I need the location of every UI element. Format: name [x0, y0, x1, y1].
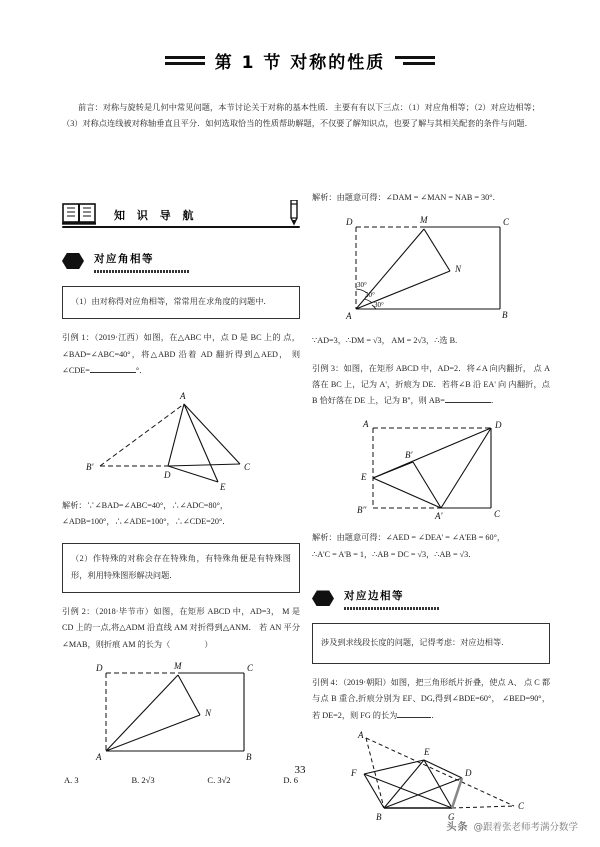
example-3-line-1: 引例 3：如图，在矩形 ABCD 中，AD=2．将∠A 向内翻折， — [312, 363, 532, 373]
section-heading-corresponding-angles — [62, 250, 300, 276]
figure-example-4 — [312, 730, 550, 822]
example-2-line-3-prefix: 若 AN 平分∠MAB，则折痕 AM 的长为（ — [62, 623, 301, 649]
note-box-1: （1）由对称得对应角相等，常常用在求角度的问题中． — [62, 286, 300, 319]
label-D: D — [495, 419, 502, 430]
rectangle-abcd-fold-diagram — [86, 659, 276, 763]
label-D: D — [465, 768, 472, 779]
label-G: G — [448, 812, 455, 823]
example-4-text — [312, 675, 550, 724]
label-B: B — [502, 309, 508, 320]
footer-watermark — [446, 818, 578, 833]
example-3-solution — [312, 530, 550, 564]
label-C: C — [244, 461, 251, 472]
answer-blank-1[interactable] — [90, 364, 136, 373]
answer-blank-4[interactable] — [397, 709, 431, 718]
triangle-paper-fold-diagram — [328, 730, 534, 822]
knowledge-navigation-label: 知 识 导 航 — [114, 209, 198, 222]
choice-c[interactable]: C. 3√2 — [207, 775, 231, 786]
label-A: A — [96, 752, 102, 763]
note-box-3: 涉及到求线段长度的问题，记得考虑：对应边相等． — [312, 623, 550, 663]
rectangle-fold-de-diagram — [331, 416, 531, 522]
figure-example-1 — [62, 386, 300, 490]
label-M: M — [420, 214, 428, 225]
example-2-line-2: M 是 CD 上的一点,将△ADM 沿直线 AM 对折得到△ANM． — [62, 607, 301, 633]
title-rule-right — [395, 56, 435, 65]
figure-example-2 — [62, 659, 300, 763]
example-4-line-3-suffix: ． — [431, 710, 440, 720]
example-1-solution-line-2: ∠ADB=100°，∴∠ADE=100°，∴∠CDE=20°． — [62, 517, 231, 527]
choice-a[interactable]: A. 3 — [64, 775, 79, 786]
example-2-line-3-suffix: ） — [204, 639, 213, 649]
label-C: C — [518, 801, 525, 812]
example-1-line-3-prefix: 则∠CDE= — [62, 349, 301, 376]
section-heading-corresponding-sides — [312, 587, 550, 613]
example-1-solution-line-1: 解析：∵∠BAD=∠ABC=40°，∴∠ADC=80°， — [62, 500, 229, 510]
angle-label-1: 30° — [357, 280, 367, 289]
label-A-prime: A' — [435, 510, 443, 521]
angle-label-2: 30° — [365, 290, 375, 299]
example-3-text — [312, 361, 550, 410]
label-N: N — [455, 263, 462, 274]
brand-label: 头条 — [446, 822, 469, 833]
label-B-double-prime: B'' — [357, 504, 367, 515]
knowledge-navigation-banner — [62, 196, 300, 236]
label-B: B — [246, 752, 252, 763]
example-2-text — [62, 604, 300, 653]
example-3-solution-line-2: ∴A'C = A'B = 1，∴AB = DC = √3，∴AB = √3． — [312, 549, 477, 559]
label-N: N — [205, 708, 212, 719]
rectangle-abcd-angles-diagram — [328, 213, 534, 325]
label-A: A — [358, 730, 364, 741]
label-C: C — [503, 216, 510, 227]
example-2-line-1: 引例 2：（2018·毕节市）如图，在矩形 ABCD 中，AD=3， — [62, 607, 280, 617]
example-1-solution — [62, 498, 300, 532]
example-3-line-3-suffix: ． — [490, 396, 500, 406]
example-3-solution-line-1: 解析：由题意可得：∠AED = ∠DEA' = ∠A'EB = 60°， — [312, 532, 506, 542]
left-column — [62, 196, 300, 785]
account-label: @跟着张老师考满分数学 — [473, 821, 578, 833]
answer-blank-3[interactable] — [445, 394, 491, 403]
angle-label-3: 30° — [374, 300, 384, 309]
preface-text: 前言：对称与旋转是几何中常见问题，本节讨论关于对称的基本性质．主要有有以下三点：（1）对应角相等；（2）对应边相等；（3）对称点连线被对称轴垂直且平分．如何选取恰当的性质帮助解题，不仅要了解知识点，也要了解与其相关配套的条件与问题． — [62, 103, 540, 128]
example-1-line-2: 点，∠BAD=∠ABC=40°，将△ABD 沿着 AD 翻折得到△AED， — [62, 333, 300, 359]
example-3-line-2: 点 A 落在 BC 上，记为 A'，折痕为 DE．若将∠B 沿 EA' 向 — [312, 363, 550, 390]
label-C: C — [247, 663, 254, 674]
figure-example-2-solution — [312, 213, 550, 325]
diamond-bullet-icon — [62, 253, 84, 269]
page-title: 第 1 节 对称的性质 — [214, 53, 386, 73]
example-1-text — [62, 330, 300, 379]
label-A: A — [363, 418, 369, 429]
section-underline — [94, 270, 190, 273]
section-title: 对应边相等 — [344, 590, 404, 603]
section-title: 对应角相等 — [94, 253, 154, 265]
label-F: F — [351, 768, 357, 779]
label-C: C — [494, 508, 501, 519]
label-D: D — [96, 663, 103, 674]
right-column — [312, 190, 550, 824]
banner-rule — [62, 226, 300, 228]
pencil-icon — [288, 200, 300, 226]
title-rule-left — [165, 56, 205, 65]
label-A: A — [346, 310, 352, 321]
open-book-icon — [62, 202, 96, 226]
example-3-line-3-prefix: 内翻折，点 B 恰好落在 DE 上，记为 B''，则 AB= — [312, 380, 550, 406]
page-title-row — [0, 48, 600, 73]
triangle-abc-fold-diagram — [72, 386, 290, 490]
label-E: E — [424, 747, 430, 758]
example-4-line-2: 点 C 都与点 B 重合,折痕分别为 EF、DG,得到∠BDE=60°， — [312, 677, 551, 704]
label-E: E — [361, 471, 367, 482]
note-box-2: （2）作特殊的对称会存在特殊角，有特殊角便是有特殊图形，利用特殊图形解决问题． — [62, 543, 300, 593]
example-4-line-1: 引例 4：（2019·朝阳）如图，把三角形纸片折叠，使点 A、 — [312, 677, 522, 687]
example-2-solution-line-1: 解析：由题意可得：∠DAM = ∠MAN = NAB = 30°． — [312, 193, 501, 202]
example-2-solution-line-2: ∵AD=3，∴DM = √3， AM = 2√3，∴选 B. — [312, 335, 458, 345]
diamond-bullet-icon — [312, 590, 334, 606]
choice-d[interactable]: D. 6 — [283, 775, 298, 786]
label-B-prime: B' — [86, 461, 94, 472]
answer-choices-example-2 — [62, 775, 300, 785]
figure-example-3 — [312, 416, 550, 522]
label-D: D — [164, 469, 171, 480]
example-1-line-3-suffix: °． — [135, 366, 148, 376]
label-B: B — [376, 812, 382, 823]
example-1-line-1: 引例 1：（2019·江西）如图，在△ABC 中，点 D 是 BC 上的 — [62, 333, 281, 343]
label-E: E — [220, 481, 226, 490]
label-D: D — [346, 216, 353, 227]
label-A: A — [180, 390, 186, 401]
page-number: 33 — [294, 764, 306, 776]
section-underline — [344, 607, 440, 610]
choice-b[interactable]: B. 2√3 — [131, 775, 155, 786]
example-4-line-3-prefix: ∠BED=90°，若 DE=2，则 FG 的长为 — [312, 694, 551, 720]
label-M: M — [174, 661, 182, 672]
label-B-prime: B' — [405, 449, 413, 460]
